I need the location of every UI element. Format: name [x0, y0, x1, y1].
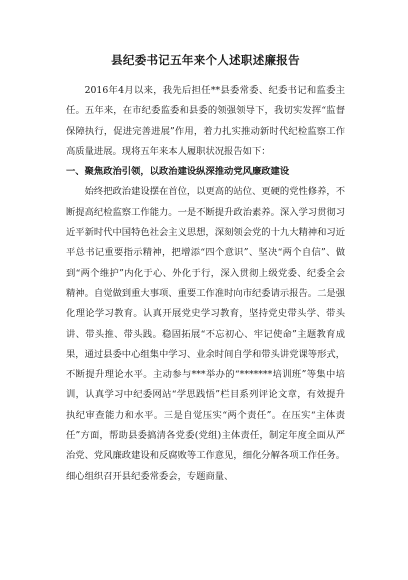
intro-paragraph: 2016年4月以来，我先后担任**县委常委、纪委书记和监委主任。五年来，在市纪委监委和县委的领强领导下，我切实发挥“监督保障执行，促进完善进展”作用，着力扎实推动新时代纪检监察工作高质量进展。现将五年来本人履职状况报告如下：	[66, 85, 345, 157]
document-title: 县纪委书记五年来个人述职述廉报告	[111, 53, 300, 67]
section-body-paragraph: 始终把政治建设摆在首位，以更高的站位、更硬的党性修养，不断提高纪检监察工作能力。一是不断提升政治素养。深入学习贯彻习近平新时代中国特色社会主义思想，深刻领会党的十九大精神和习近平总书记重要指示精神，把增添“四个意识”、坚决“两个自信”、做到“两个维护”内化于心、外化于行，深入贯彻上级党委、纪委全会精神。自觉做到重大事项、重要工作准时向市纪委请示报告。二是强化理论学习教育。认真开展党史学习教育，坚持党史带头学、带头讲、带头推、带头践。稳固拓展“不忘初心、牢记使命”主题教育成果，通过县委中心组集中学习、业余时间自学和带头讲党课等形式，不断提升理论水平。主动参与***举办的“*******培训班”等集中培训，认真学习中纪委网站“学思践悟”栏目系列评论文章，有效提升执纪审查能力和水平。三是自觉压实“两个责任”。在压实“主体责任”方面，帮助县委搞清各党委(党组)主体责任，制定年度全面从严治党、党风廉政建设和反腐败等工作意见，细化分解各项工作任务。细心组织召开县纪委常委会，专题商量、	[66, 186, 345, 482]
section-heading: 一、聚焦政治引领，以政治建设纵深推动党风廉政建设	[66, 166, 290, 178]
